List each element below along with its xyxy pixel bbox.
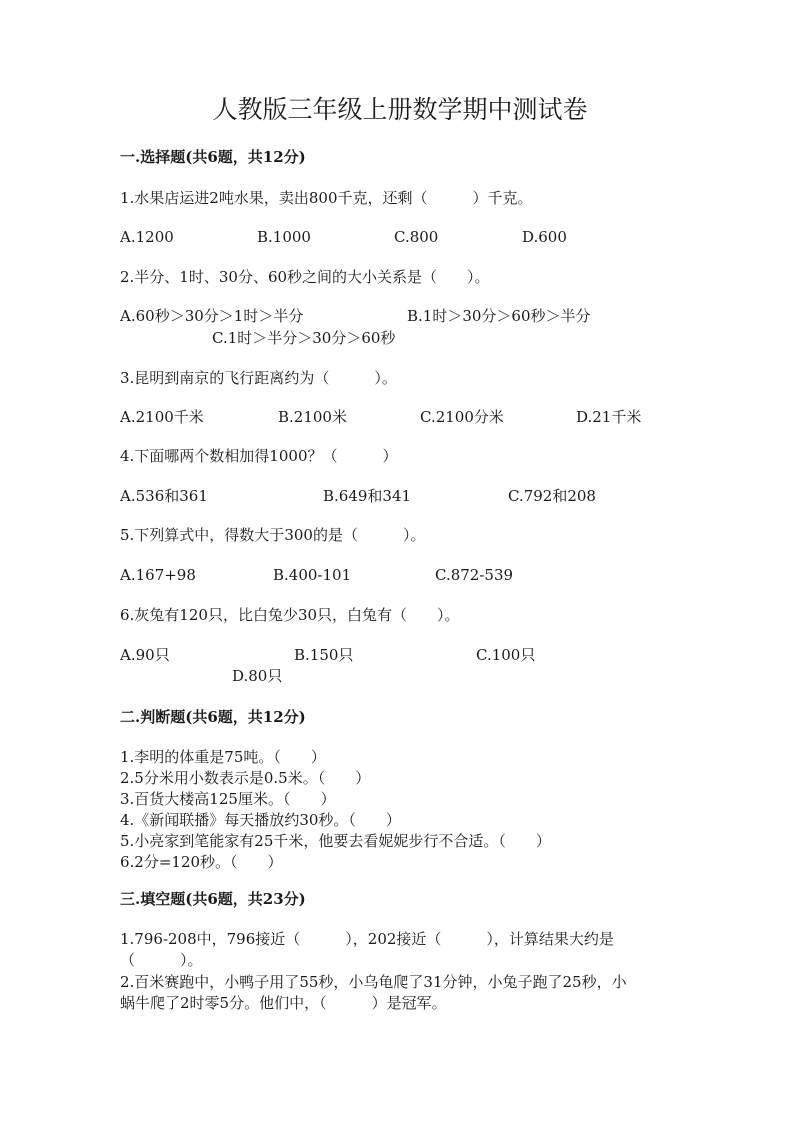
choice-options-2-wrap <box>120 327 700 349</box>
option-c: C.872-539 <box>435 566 514 584</box>
option-a: A.1200 <box>120 228 174 246</box>
option-a: A.90只 <box>120 646 170 664</box>
fill-item-1-line-2: （ ）。 <box>120 951 203 969</box>
choice-options-4 <box>120 485 700 507</box>
exam-title: 人教版三年级上册数学期中测试卷 <box>212 95 588 124</box>
option-b: B.150只 <box>294 646 354 664</box>
option-c: C.100只 <box>476 646 536 664</box>
option-c: C.792和208 <box>508 487 596 505</box>
option-b: B.1000 <box>257 228 311 246</box>
judge-item-6: 6.2分=120秒。（ ） <box>120 853 283 871</box>
option-a: A.167+98 <box>120 566 196 584</box>
option-a: A.2100千米 <box>120 408 204 426</box>
choice-options-2 <box>120 305 700 327</box>
choice-question-5: 5.下列算式中，得数大于300的是（ ）。 <box>120 526 426 544</box>
choice-question-3: 3.昆明到南京的飞行距离约为（ ）。 <box>120 369 397 387</box>
option-d: D.80只 <box>232 667 283 685</box>
section-heading-judge: 二.判断题(共6题，共12分) <box>120 708 306 726</box>
option-c: C.1时＞半分＞30分＞60秒 <box>212 329 396 347</box>
option-b: B.2100米 <box>278 408 347 426</box>
fill-item-2-line-1: 2.百米赛跑中，小鸭子用了55秒，小乌龟爬了31分钟，小兔子跑了25秒，小 <box>120 973 627 991</box>
option-a: A.536和361 <box>120 487 208 505</box>
option-b: B.1时＞30分＞60秒＞半分 <box>407 307 591 325</box>
choice-question-6: 6.灰兔有120只，比白兔少30只，白兔有（ ）。 <box>120 606 460 624</box>
choice-options-3 <box>120 406 700 428</box>
judge-item-5: 5.小亮家到笔能家有25千米，他要去看妮妮步行不合适。（ ） <box>120 832 551 850</box>
judge-item-1: 1.李明的体重是75吨。（ ） <box>120 748 326 766</box>
option-d: D.21千米 <box>576 408 642 426</box>
option-b: B.400-101 <box>273 566 352 584</box>
fill-item-1-line-1: 1.796-208中，796接近（ ），202接近（ ），计算结果大约是 <box>120 930 614 948</box>
judge-item-3: 3.百货大楼高125厘米。（ ） <box>120 790 336 808</box>
choice-options-1 <box>120 226 700 248</box>
option-a: A.60秒＞30分＞1时＞半分 <box>120 307 304 325</box>
section-heading-choice: 一.选择题(共6题，共12分) <box>120 148 306 166</box>
judge-item-2: 2.5分米用小数表示是0.5米。（ ） <box>120 769 371 787</box>
choice-question-2: 2.半分、1时、30分、60秒之间的大小关系是（ ）。 <box>120 268 490 286</box>
section-heading-fill: 三.填空题(共6题，共23分) <box>120 890 306 908</box>
choice-options-6 <box>120 644 700 666</box>
fill-item-2-line-2: 蜗牛爬了2时零5分。他们中，（ ）是冠军。 <box>120 994 447 1012</box>
choice-question-1: 1.水果店运进2吨水果，卖出800千克，还剩（ ）千克。 <box>120 189 533 207</box>
option-d: D.600 <box>522 228 567 246</box>
choice-question-4: 4.下面哪两个数相加得1000？（ ） <box>120 447 398 465</box>
option-b: B.649和341 <box>323 487 412 505</box>
judge-item-4: 4.《新闻联播》每天播放约30秒。（ ） <box>120 811 401 829</box>
option-c: C.800 <box>394 228 439 246</box>
choice-options-5 <box>120 564 700 586</box>
option-c: C.2100分米 <box>420 408 504 426</box>
choice-options-6-wrap <box>120 665 700 687</box>
